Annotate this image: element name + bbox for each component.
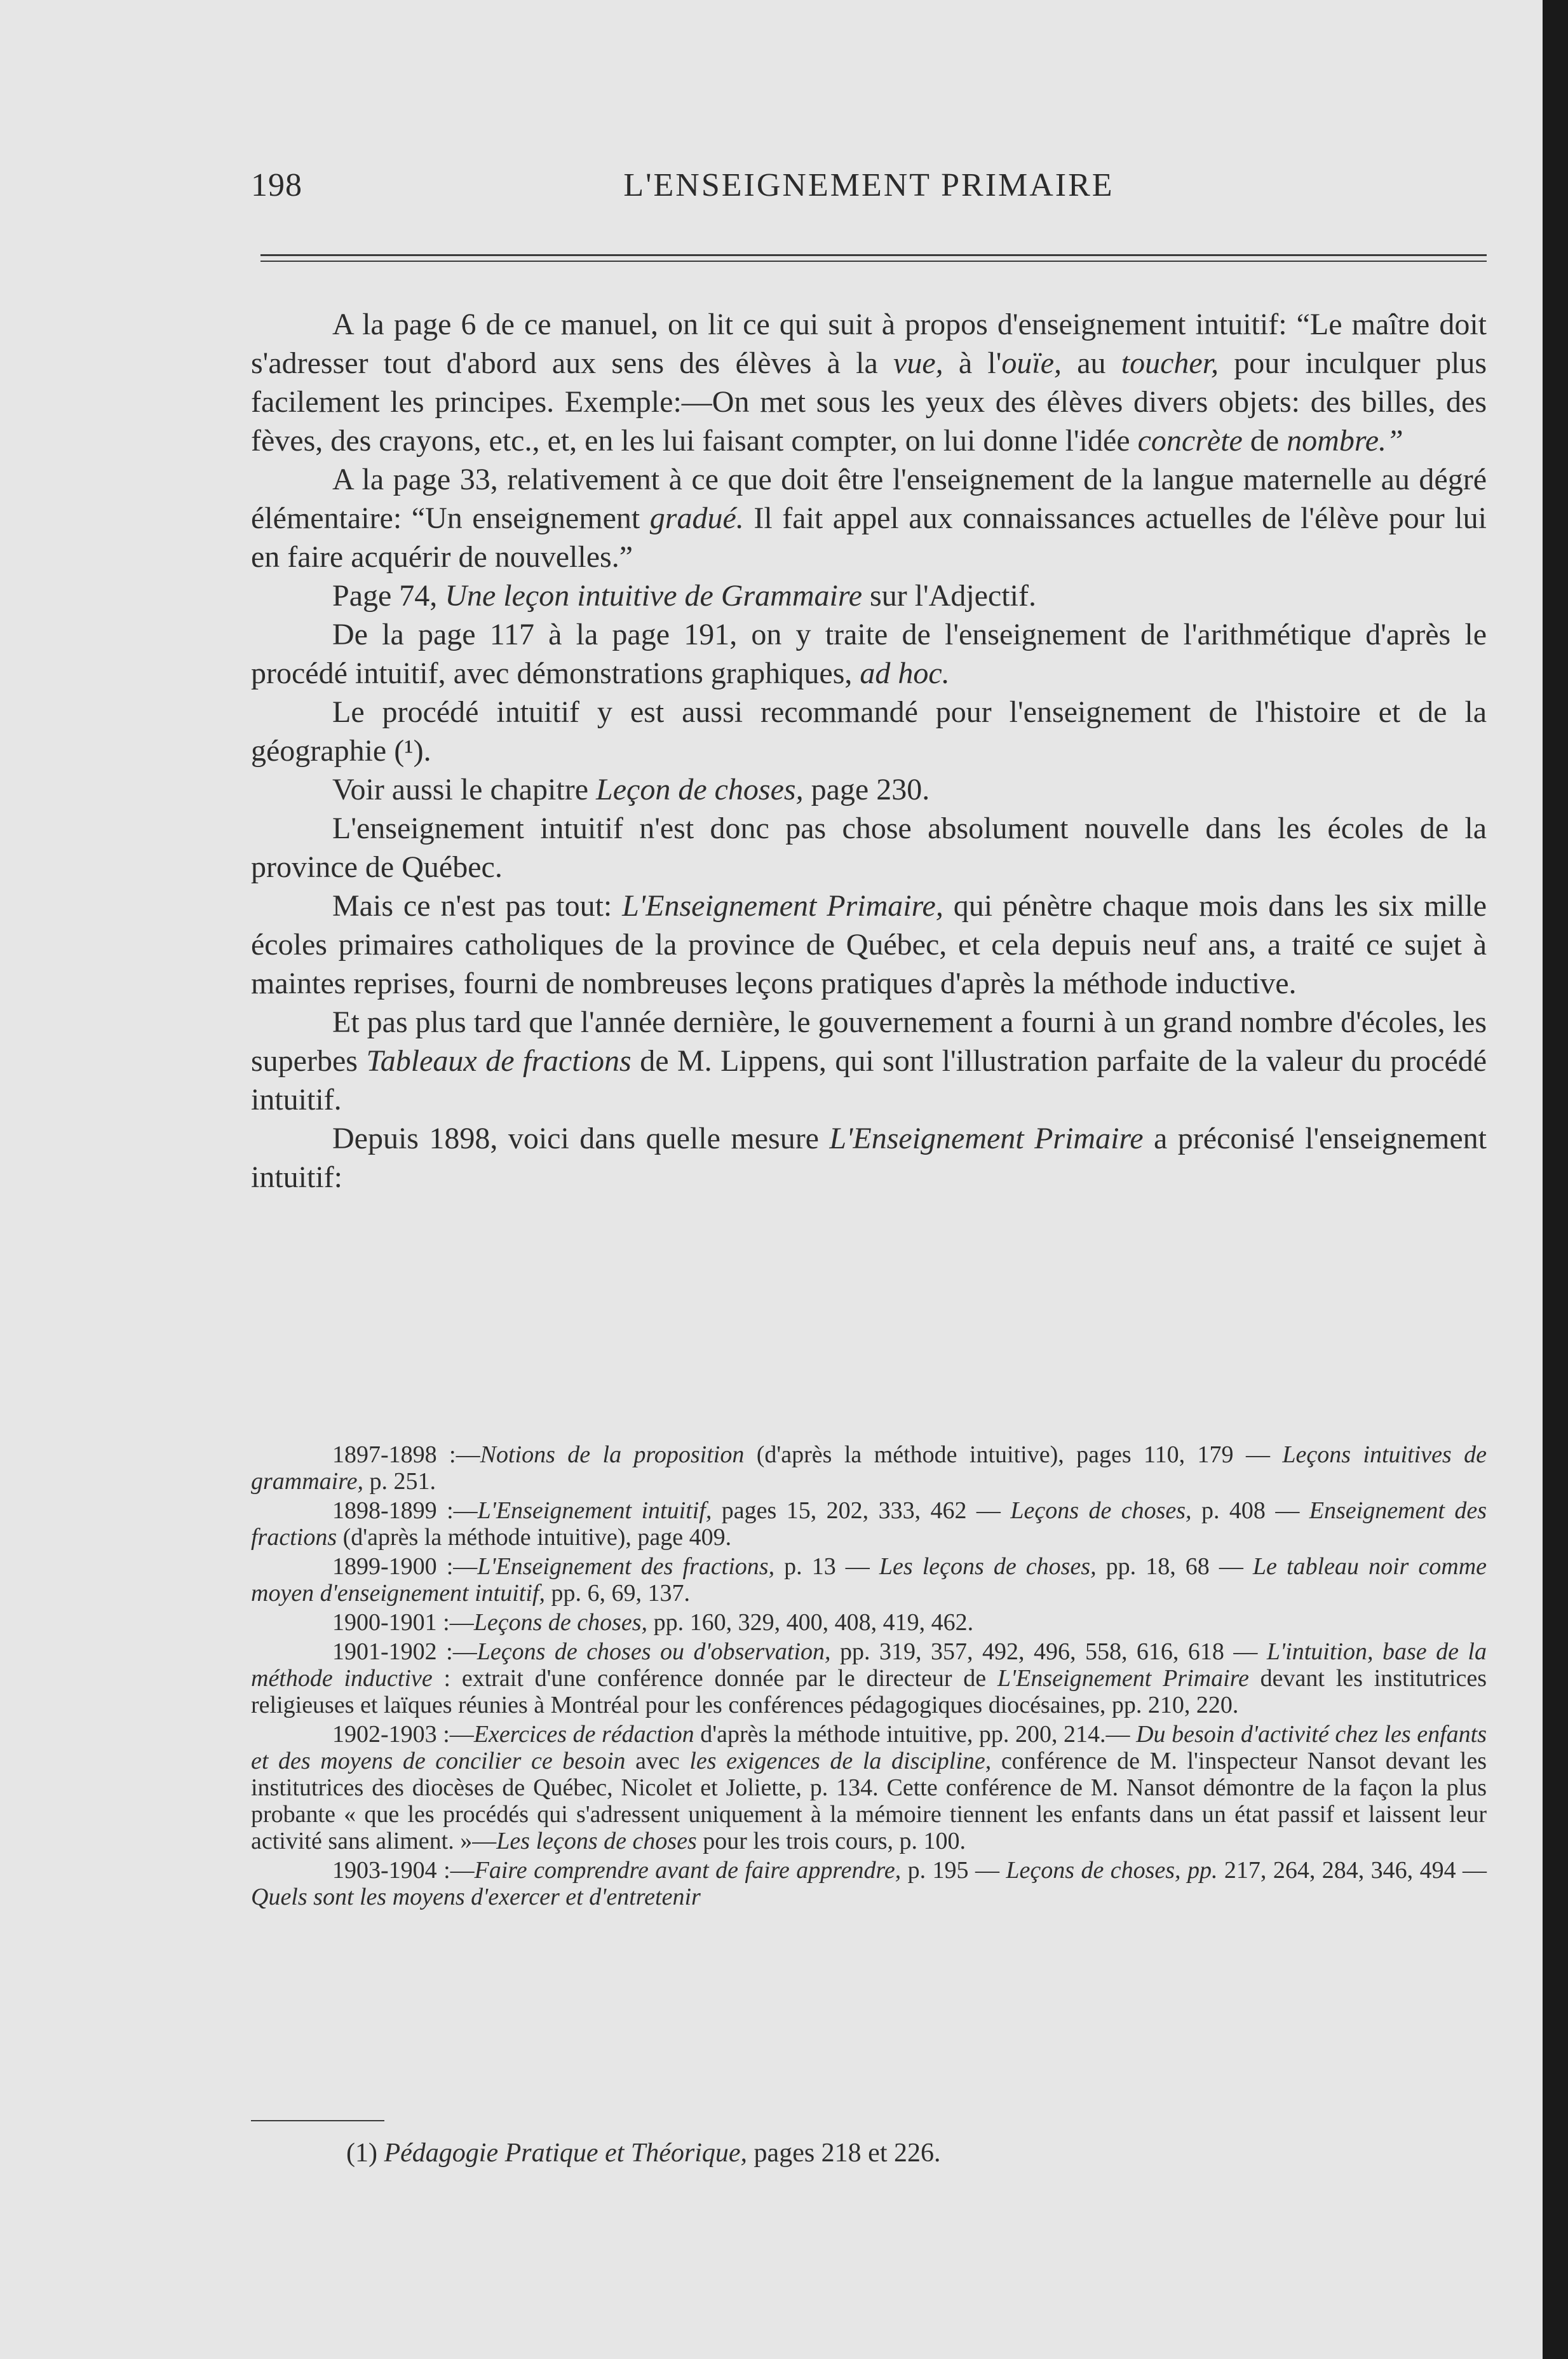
year-entry: 1903-1904 :—Faire comprendre avant de faire apprendre, p. 195 — Leçons de choses, pp. 217, 264, 284, 346, 494 — Quels sont les moyens d'exercer et d'entretenir [251,1857,1487,1910]
year-entry: 1898-1899 :—L'Enseignement intuitif, pages 15, 202, 333, 462 — Leçons de choses, p. 408 — Enseignement des fractions (d'après la méthode intuitive), page 409. [251,1497,1487,1551]
header-rule-thick [260,254,1487,256]
footnote-rule [251,2120,384,2121]
paragraph: De la page 117 à la page 191, on y traite de l'enseignement de l'arithmétique d'après le procédé intuitif, avec démonstrations graphiques, ad hoc. [251,618,1487,690]
paragraph: A la page 33, relativement à ce que doit être l'enseignement de la langue maternelle au dégré élémentaire: “Un enseignement gradué. Il fait appel aux connaissances actuelles de l'élève pour lui en faire acquérir de nouvelles.” [251,463,1487,574]
paragraph: Le procédé intuitif y est aussi recommandé pour l'enseignement de l'histoire et de la géographie (¹). [251,695,1487,768]
year-entry: 1901-1902 :—Leçons de choses ou d'observation, pp. 319, 357, 492, 496, 558, 616, 618 — L'intuition, base de la méthode inductive : extrait d'une conférence donnée par le directeur de L'Enseignement Primaire devant les institutrices religieuses et laïques réunies à Montréal pour les conférences pédagogiques diocésaines, pp. 210, 220. [251,1638,1487,1718]
page-number: 198 [251,167,302,203]
paragraph: Et pas plus tard que l'année dernière, le gouvernement a fourni à un grand nombre d'écoles, les superbes Tableaux de fractions de M. Lippens, qui sont l'illustration parfaite de la valeur du procédé intuitif. [251,1005,1487,1117]
page-header [251,167,1487,205]
scan-dark-edge [1543,0,1568,2359]
paragraph: Mais ce n'est pas tout: L'Enseignement Primaire, qui pénètre chaque mois dans les six mille écoles primaires catholiques de la province de Québec, et cela depuis neuf ans, a traité ce sujet à maintes reprises, fourni de nombreuses leçons pratiques d'après la méthode inductive. [251,889,1487,1000]
year-list [251,1441,1487,1913]
year-entry: 1902-1903 :—Exercices de rédaction d'après la méthode intuitive, pp. 200, 214.— Du besoin d'activité chez les enfants et des moyens de concilier ce besoin avec les exigences de la discipline, conférence de M. l'inspecteur Nansot devant les institutrices des diocèses de Québec, Nicolet et Joliette, p. 134. Cette conférence de M. Nansot démontre de la façon la plus probante « que les procédés qui s'adressent uniquement à la mémoire tiennent les enfants dans un état passif et laissent leur activité sans aliment. »—Les leçons de choses pour les trois cours, p. 100. [251,1721,1487,1854]
paragraph: Page 74, Une leçon intuitive de Grammaire sur l'Adjectif. [332,579,1036,613]
year-entry: 1900-1901 :—Leçons de choses, pp. 160, 329, 400, 408, 419, 462. [332,1609,974,1636]
paragraph: Depuis 1898, voici dans quelle mesure L'Enseignement Primaire a préconisé l'enseignement intuitif: [251,1122,1487,1194]
paragraph: A la page 6 de ce manuel, on lit ce qui suit à propos d'enseignement intuitif: “Le maître doit s'adresser tout d'abord aux sens des élèves à la vue, à l'ouïe, au toucher, pour inculquer plus facilement les principes. Exemple:—On met sous les yeux des élèves divers objets: des billes, des fèves, des crayons, etc., et, en les lui faisant compter, on lui donne l'idée concrète de nombre.” [251,308,1487,458]
year-entry: 1897-1898 :—Notions de la proposition (d'après la méthode intuitive), pages 110, 179 — Leçons intuitives de grammaire, p. 251. [251,1441,1487,1495]
paragraph: L'enseignement intuitif n'est donc pas chose absolument nouvelle dans les écoles de la province de Québec. [251,812,1487,884]
year-entry: 1899-1900 :—L'Enseignement des fractions, p. 13 — Les leçons de choses, pp. 18, 68 — Le tableau noir comme moyen d'enseignement intuitif, pp. 6, 69, 137. [251,1553,1487,1607]
paragraph: Voir aussi le chapitre Leçon de choses, page 230. [332,773,930,806]
main-text [251,305,1487,1197]
running-title: L'ENSEIGNEMENT PRIMAIRE [623,167,1114,203]
footnote: (1) Pédagogie Pratique et Théorique, pages 218 et 226. [346,2138,941,2168]
header-rule-thin [260,261,1487,262]
